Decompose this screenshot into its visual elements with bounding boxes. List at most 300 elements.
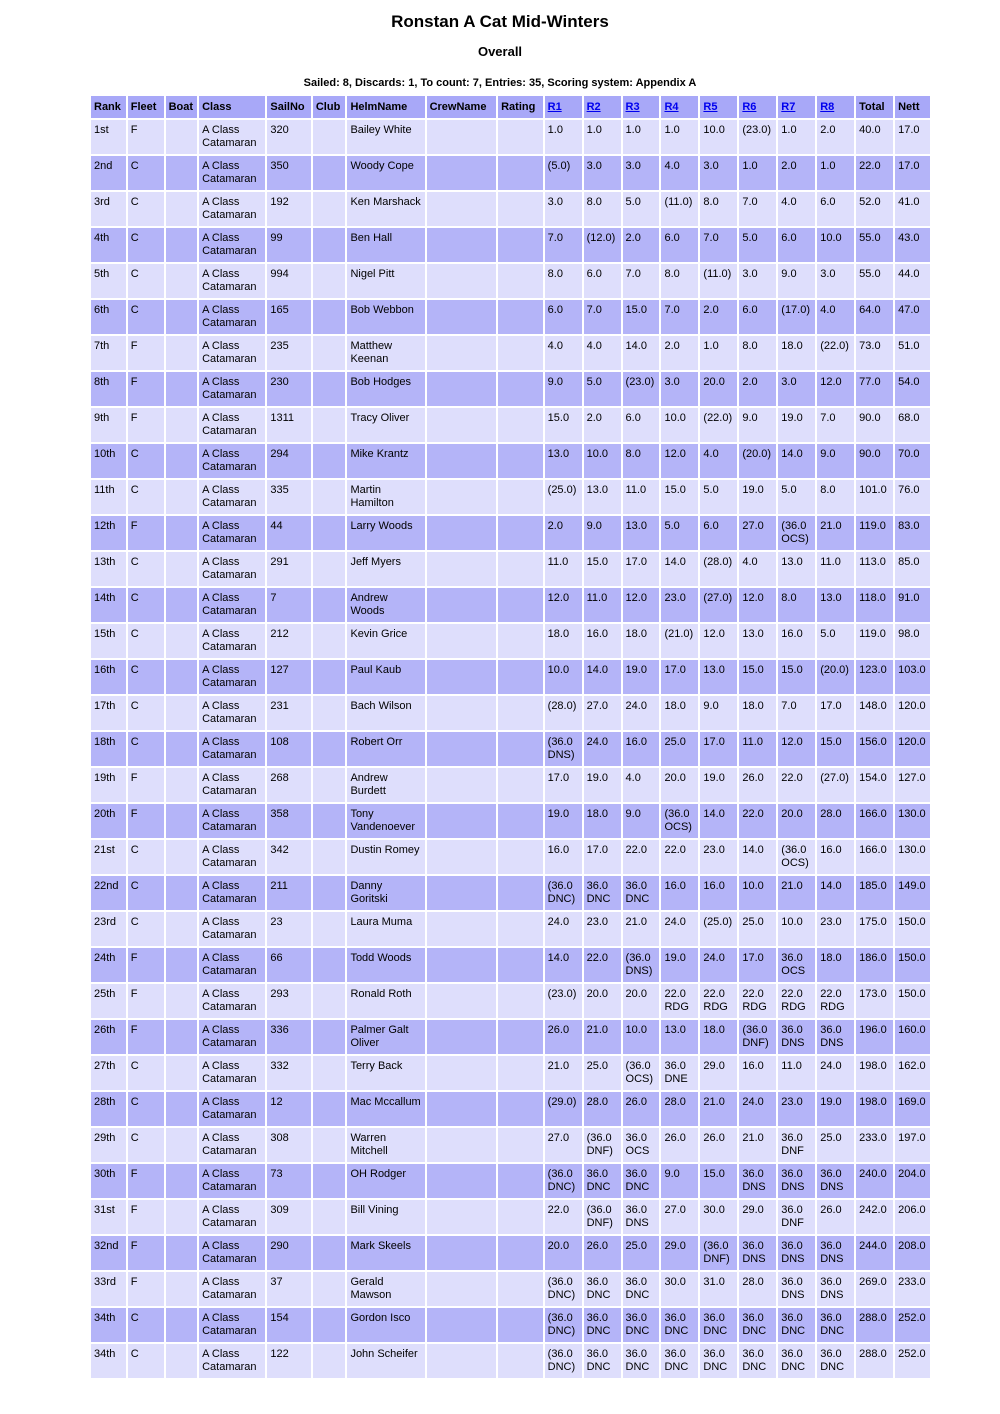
cell-r8: 13.0 <box>817 588 854 622</box>
cell-r7: 12.0 <box>778 732 815 766</box>
table-row <box>91 192 930 226</box>
cell-r6: 13.0 <box>739 624 776 658</box>
column-header-rating: Rating <box>498 96 543 118</box>
cell-helmname: Mark Skeels <box>347 1236 424 1270</box>
cell-rank: 31st <box>91 1200 126 1234</box>
cell-total: 198.0 <box>856 1056 893 1090</box>
cell-class: A Class Catamaran <box>199 1128 265 1162</box>
cell-r4: (36.0 OCS) <box>661 804 698 838</box>
cell-fleet: F <box>128 372 164 406</box>
race-link-r1[interactable]: R1 <box>547 101 562 113</box>
cell-r1: 4.0 <box>545 336 582 370</box>
cell-fleet: C <box>128 588 164 622</box>
cell-r1: (23.0) <box>545 984 582 1018</box>
cell-total: 244.0 <box>856 1236 893 1270</box>
cell-rank: 26th <box>91 1020 126 1054</box>
cell-total: 288.0 <box>856 1344 893 1378</box>
table-row <box>91 1128 930 1162</box>
table-row <box>91 408 930 442</box>
cell-boat <box>166 552 198 586</box>
cell-helmname: Nigel Pitt <box>347 264 424 298</box>
cell-crewname <box>427 192 497 226</box>
cell-sailno: 235 <box>267 336 310 370</box>
cell-r2: 26.0 <box>584 1236 621 1270</box>
cell-rating <box>498 408 543 442</box>
cell-club <box>313 192 346 226</box>
cell-rating <box>498 660 543 694</box>
cell-total: 113.0 <box>856 552 893 586</box>
cell-nett: 44.0 <box>895 264 930 298</box>
cell-total: 118.0 <box>856 588 893 622</box>
table-row <box>91 768 930 802</box>
cell-fleet: C <box>128 840 164 874</box>
cell-r7: 21.0 <box>778 876 815 910</box>
cell-helmname: Warren Mitchell <box>347 1128 424 1162</box>
cell-r3: (36.0 DNS) <box>623 948 660 982</box>
cell-class: A Class Catamaran <box>199 984 265 1018</box>
cell-r5: 5.0 <box>700 480 737 514</box>
cell-r4: 16.0 <box>661 876 698 910</box>
cell-total: 156.0 <box>856 732 893 766</box>
cell-class: A Class Catamaran <box>199 732 265 766</box>
cell-fleet: C <box>128 480 164 514</box>
cell-rank: 25th <box>91 984 126 1018</box>
cell-r1: 1.0 <box>545 120 582 154</box>
cell-r3: 25.0 <box>623 1236 660 1270</box>
cell-r2: 20.0 <box>584 984 621 1018</box>
cell-rating <box>498 948 543 982</box>
cell-fleet: C <box>128 444 164 478</box>
cell-sailno: 192 <box>267 192 310 226</box>
cell-r2: 36.0 DNC <box>584 1164 621 1198</box>
cell-r2: 3.0 <box>584 156 621 190</box>
cell-r2: 18.0 <box>584 804 621 838</box>
cell-class: A Class Catamaran <box>199 660 265 694</box>
cell-class: A Class Catamaran <box>199 228 265 262</box>
cell-r3: 8.0 <box>623 444 660 478</box>
cell-nett: 70.0 <box>895 444 930 478</box>
cell-boat <box>166 336 198 370</box>
cell-r4: 10.0 <box>661 408 698 442</box>
cell-sailno: 1311 <box>267 408 310 442</box>
cell-r7: 1.0 <box>778 120 815 154</box>
cell-r4: 28.0 <box>661 1092 698 1126</box>
cell-r8: 36.0 DNS <box>817 1020 854 1054</box>
cell-crewname <box>427 984 497 1018</box>
cell-r3: 18.0 <box>623 624 660 658</box>
cell-rank: 7th <box>91 336 126 370</box>
cell-nett: 208.0 <box>895 1236 930 1270</box>
cell-r5: 10.0 <box>700 120 737 154</box>
cell-r1: 6.0 <box>545 300 582 334</box>
cell-r1: (25.0) <box>545 480 582 514</box>
cell-r3: 36.0 DNS <box>623 1200 660 1234</box>
cell-rating <box>498 120 543 154</box>
cell-rating <box>498 480 543 514</box>
cell-r1: (36.0 DNS) <box>545 732 582 766</box>
cell-r1: 8.0 <box>545 264 582 298</box>
cell-r7: 20.0 <box>778 804 815 838</box>
cell-crewname <box>427 444 497 478</box>
cell-r6: 26.0 <box>739 768 776 802</box>
race-link-r3[interactable]: R3 <box>625 101 640 113</box>
cell-crewname <box>427 480 497 514</box>
table-row <box>91 588 930 622</box>
cell-total: 73.0 <box>856 336 893 370</box>
cell-rank: 13th <box>91 552 126 586</box>
cell-helmname: Dustin Romey <box>347 840 424 874</box>
table-row <box>91 1164 930 1198</box>
cell-r5: 2.0 <box>700 300 737 334</box>
cell-r7: 15.0 <box>778 660 815 694</box>
cell-crewname <box>427 156 497 190</box>
column-header-club: Club <box>313 96 346 118</box>
cell-nett: 83.0 <box>895 516 930 550</box>
cell-sailno: 212 <box>267 624 310 658</box>
cell-r8: (22.0) <box>817 336 854 370</box>
cell-r3: 5.0 <box>623 192 660 226</box>
cell-fleet: F <box>128 948 164 982</box>
cell-r5: 15.0 <box>700 1164 737 1198</box>
cell-rank: 20th <box>91 804 126 838</box>
cell-sailno: 23 <box>267 912 310 946</box>
cell-class: A Class Catamaran <box>199 588 265 622</box>
cell-r1: 2.0 <box>545 516 582 550</box>
cell-class: A Class Catamaran <box>199 480 265 514</box>
cell-nett: 41.0 <box>895 192 930 226</box>
cell-r5: 22.0 RDG <box>700 984 737 1018</box>
cell-sailno: 994 <box>267 264 310 298</box>
cell-rating <box>498 696 543 730</box>
cell-r1: (29.0) <box>545 1092 582 1126</box>
cell-class: A Class Catamaran <box>199 876 265 910</box>
cell-r6: 4.0 <box>739 552 776 586</box>
cell-sailno: 293 <box>267 984 310 1018</box>
cell-r7: (36.0 OCS) <box>778 840 815 874</box>
column-header-r1 <box>545 96 582 118</box>
cell-r2: 6.0 <box>584 264 621 298</box>
cell-helmname: Martin Hamilton <box>347 480 424 514</box>
cell-r3: 1.0 <box>623 120 660 154</box>
cell-boat <box>166 408 198 442</box>
cell-r8: 26.0 <box>817 1200 854 1234</box>
cell-helmname: Kevin Grice <box>347 624 424 658</box>
column-header-total: Total <box>856 96 893 118</box>
cell-rating <box>498 192 543 226</box>
cell-crewname <box>427 948 497 982</box>
column-header-r8 <box>817 96 854 118</box>
cell-sailno: 320 <box>267 120 310 154</box>
cell-r4: 36.0 DNC <box>661 1344 698 1378</box>
cell-r2: 36.0 DNC <box>584 876 621 910</box>
cell-r6: 11.0 <box>739 732 776 766</box>
cell-r8: 2.0 <box>817 120 854 154</box>
cell-r7: 36.0 DNS <box>778 1236 815 1270</box>
cell-r3: (36.0 OCS) <box>623 1056 660 1090</box>
cell-total: 101.0 <box>856 480 893 514</box>
cell-r8: 18.0 <box>817 948 854 982</box>
cell-fleet: C <box>128 552 164 586</box>
cell-r7: 10.0 <box>778 912 815 946</box>
cell-class: A Class Catamaran <box>199 840 265 874</box>
cell-fleet: C <box>128 624 164 658</box>
cell-boat <box>166 516 198 550</box>
cell-rating <box>498 1200 543 1234</box>
cell-helmname: Todd Woods <box>347 948 424 982</box>
cell-r2: 28.0 <box>584 1092 621 1126</box>
cell-r6: 27.0 <box>739 516 776 550</box>
cell-helmname: Mac Mccallum <box>347 1092 424 1126</box>
cell-nett: 150.0 <box>895 984 930 1018</box>
cell-r4: 30.0 <box>661 1272 698 1306</box>
cell-total: 233.0 <box>856 1128 893 1162</box>
cell-helmname: Mike Krantz <box>347 444 424 478</box>
cell-r3: 36.0 DNC <box>623 876 660 910</box>
cell-fleet: C <box>128 228 164 262</box>
cell-crewname <box>427 228 497 262</box>
cell-fleet: C <box>128 660 164 694</box>
cell-boat <box>166 948 198 982</box>
cell-class: A Class Catamaran <box>199 1236 265 1270</box>
cell-total: 175.0 <box>856 912 893 946</box>
cell-fleet: F <box>128 1164 164 1198</box>
cell-r8: 1.0 <box>817 156 854 190</box>
cell-r4: 36.0 DNC <box>661 1308 698 1342</box>
cell-r8: 8.0 <box>817 480 854 514</box>
cell-club <box>313 228 346 262</box>
race-link-r7[interactable]: R7 <box>781 101 796 113</box>
cell-r3: 11.0 <box>623 480 660 514</box>
cell-r8: 24.0 <box>817 1056 854 1090</box>
cell-total: 90.0 <box>856 408 893 442</box>
cell-r1: (28.0) <box>545 696 582 730</box>
cell-helmname: Danny Goritski <box>347 876 424 910</box>
cell-nett: 54.0 <box>895 372 930 406</box>
cell-crewname <box>427 1200 497 1234</box>
cell-r1: 18.0 <box>545 624 582 658</box>
table-row <box>91 1344 930 1378</box>
cell-boat <box>166 732 198 766</box>
cell-fleet: F <box>128 1020 164 1054</box>
cell-rank: 32nd <box>91 1236 126 1270</box>
table-header-row <box>91 96 930 118</box>
cell-nett: 160.0 <box>895 1020 930 1054</box>
cell-nett: 47.0 <box>895 300 930 334</box>
race-link-r4[interactable]: R4 <box>664 101 679 113</box>
cell-boat <box>166 876 198 910</box>
cell-club <box>313 408 346 442</box>
column-header-crewname: CrewName <box>427 96 497 118</box>
cell-r5: 18.0 <box>700 1020 737 1054</box>
cell-r2: 25.0 <box>584 1056 621 1090</box>
cell-r7: 14.0 <box>778 444 815 478</box>
cell-boat <box>166 984 198 1018</box>
cell-boat <box>166 588 198 622</box>
cell-class: A Class Catamaran <box>199 1344 265 1378</box>
cell-r6: 16.0 <box>739 1056 776 1090</box>
cell-r7: 36.0 DNF <box>778 1128 815 1162</box>
cell-boat <box>166 120 198 154</box>
cell-r7: 36.0 DNC <box>778 1344 815 1378</box>
cell-r6: 5.0 <box>739 228 776 262</box>
cell-r3: 36.0 DNC <box>623 1164 660 1198</box>
cell-total: 198.0 <box>856 1092 893 1126</box>
cell-r2: 1.0 <box>584 120 621 154</box>
cell-sailno: 211 <box>267 876 310 910</box>
cell-r8: 36.0 DNS <box>817 1272 854 1306</box>
cell-helmname: Matthew Keenan <box>347 336 424 370</box>
cell-r7: 16.0 <box>778 624 815 658</box>
cell-r6: 7.0 <box>739 192 776 226</box>
cell-club <box>313 984 346 1018</box>
cell-rank: 17th <box>91 696 126 730</box>
cell-fleet: C <box>128 192 164 226</box>
cell-r3: 15.0 <box>623 300 660 334</box>
cell-sailno: 231 <box>267 696 310 730</box>
cell-r7: 36.0 DNS <box>778 1020 815 1054</box>
cell-sailno: 335 <box>267 480 310 514</box>
cell-r3: 12.0 <box>623 588 660 622</box>
cell-r8: 28.0 <box>817 804 854 838</box>
cell-rating <box>498 624 543 658</box>
cell-r4: 25.0 <box>661 732 698 766</box>
cell-club <box>313 1056 346 1090</box>
cell-helmname: Andrew Woods <box>347 588 424 622</box>
cell-r8: 7.0 <box>817 408 854 442</box>
cell-rank: 9th <box>91 408 126 442</box>
cell-r6: (23.0) <box>739 120 776 154</box>
cell-r3: (23.0) <box>623 372 660 406</box>
cell-r5: (11.0) <box>700 264 737 298</box>
cell-r7: (36.0 OCS) <box>778 516 815 550</box>
cell-club <box>313 948 346 982</box>
cell-crewname <box>427 516 497 550</box>
cell-r6: 17.0 <box>739 948 776 982</box>
cell-rank: 23rd <box>91 912 126 946</box>
cell-fleet: F <box>128 1236 164 1270</box>
cell-r2: 22.0 <box>584 948 621 982</box>
table-row <box>91 1200 930 1234</box>
cell-nett: 98.0 <box>895 624 930 658</box>
cell-r4: 29.0 <box>661 1236 698 1270</box>
cell-r5: (22.0) <box>700 408 737 442</box>
cell-r3: 21.0 <box>623 912 660 946</box>
cell-class: A Class Catamaran <box>199 516 265 550</box>
cell-crewname <box>427 264 497 298</box>
cell-rating <box>498 1128 543 1162</box>
race-link-r5[interactable]: R5 <box>703 101 718 113</box>
cell-club <box>313 372 346 406</box>
cell-nett: 204.0 <box>895 1164 930 1198</box>
cell-club <box>313 1092 346 1126</box>
column-header-class: Class <box>199 96 265 118</box>
cell-crewname <box>427 696 497 730</box>
cell-r8: 10.0 <box>817 228 854 262</box>
cell-r3: 10.0 <box>623 1020 660 1054</box>
cell-r5: 13.0 <box>700 660 737 694</box>
table-row <box>91 120 930 154</box>
cell-r6: 25.0 <box>739 912 776 946</box>
cell-class: A Class Catamaran <box>199 372 265 406</box>
cell-r8: 21.0 <box>817 516 854 550</box>
cell-r5: (28.0) <box>700 552 737 586</box>
cell-r7: 4.0 <box>778 192 815 226</box>
cell-r5: 4.0 <box>700 444 737 478</box>
cell-crewname <box>427 624 497 658</box>
cell-r7: 11.0 <box>778 1056 815 1090</box>
cell-rank: 19th <box>91 768 126 802</box>
cell-club <box>313 1164 346 1198</box>
cell-fleet: F <box>128 768 164 802</box>
cell-r4: 7.0 <box>661 300 698 334</box>
cell-r8: 9.0 <box>817 444 854 478</box>
cell-r5: 29.0 <box>700 1056 737 1090</box>
race-link-r2[interactable]: R2 <box>586 101 601 113</box>
cell-rating <box>498 1164 543 1198</box>
cell-sailno: 309 <box>267 1200 310 1234</box>
cell-r6: 29.0 <box>739 1200 776 1234</box>
cell-helmname: John Scheifer <box>347 1344 424 1378</box>
cell-rank: 27th <box>91 1056 126 1090</box>
cell-r1: (5.0) <box>545 156 582 190</box>
cell-rating <box>498 444 543 478</box>
cell-r8: 12.0 <box>817 372 854 406</box>
cell-helmname: Jeff Myers <box>347 552 424 586</box>
cell-sailno: 291 <box>267 552 310 586</box>
cell-helmname: Ben Hall <box>347 228 424 262</box>
cell-crewname <box>427 1092 497 1126</box>
cell-r4: 5.0 <box>661 516 698 550</box>
cell-helmname: Bach Wilson <box>347 696 424 730</box>
cell-r1: (36.0 DNC) <box>545 1344 582 1378</box>
cell-r2: 23.0 <box>584 912 621 946</box>
cell-r1: 26.0 <box>545 1020 582 1054</box>
cell-r2: 4.0 <box>584 336 621 370</box>
cell-class: A Class Catamaran <box>199 336 265 370</box>
cell-r5: 12.0 <box>700 624 737 658</box>
cell-total: 269.0 <box>856 1272 893 1306</box>
cell-r1: 10.0 <box>545 660 582 694</box>
cell-boat <box>166 1236 198 1270</box>
cell-rank: 24th <box>91 948 126 982</box>
cell-r2: 19.0 <box>584 768 621 802</box>
cell-boat <box>166 1128 198 1162</box>
cell-boat <box>166 1092 198 1126</box>
cell-sailno: 350 <box>267 156 310 190</box>
race-link-r8[interactable]: R8 <box>820 101 835 113</box>
cell-rating <box>498 1092 543 1126</box>
cell-rank: 21st <box>91 840 126 874</box>
cell-r8: (27.0) <box>817 768 854 802</box>
cell-r2: 5.0 <box>584 372 621 406</box>
cell-club <box>313 1308 346 1342</box>
cell-r7: 22.0 <box>778 768 815 802</box>
cell-sailno: 165 <box>267 300 310 334</box>
cell-rank: 5th <box>91 264 126 298</box>
cell-r6: 36.0 DNC <box>739 1308 776 1342</box>
race-link-r6[interactable]: R6 <box>742 101 757 113</box>
cell-club <box>313 696 346 730</box>
cell-club <box>313 1020 346 1054</box>
cell-total: 154.0 <box>856 768 893 802</box>
cell-crewname <box>427 1164 497 1198</box>
cell-total: 196.0 <box>856 1020 893 1054</box>
cell-crewname <box>427 840 497 874</box>
cell-crewname <box>427 552 497 586</box>
cell-club <box>313 1200 346 1234</box>
cell-rank: 28th <box>91 1092 126 1126</box>
cell-r5: 9.0 <box>700 696 737 730</box>
